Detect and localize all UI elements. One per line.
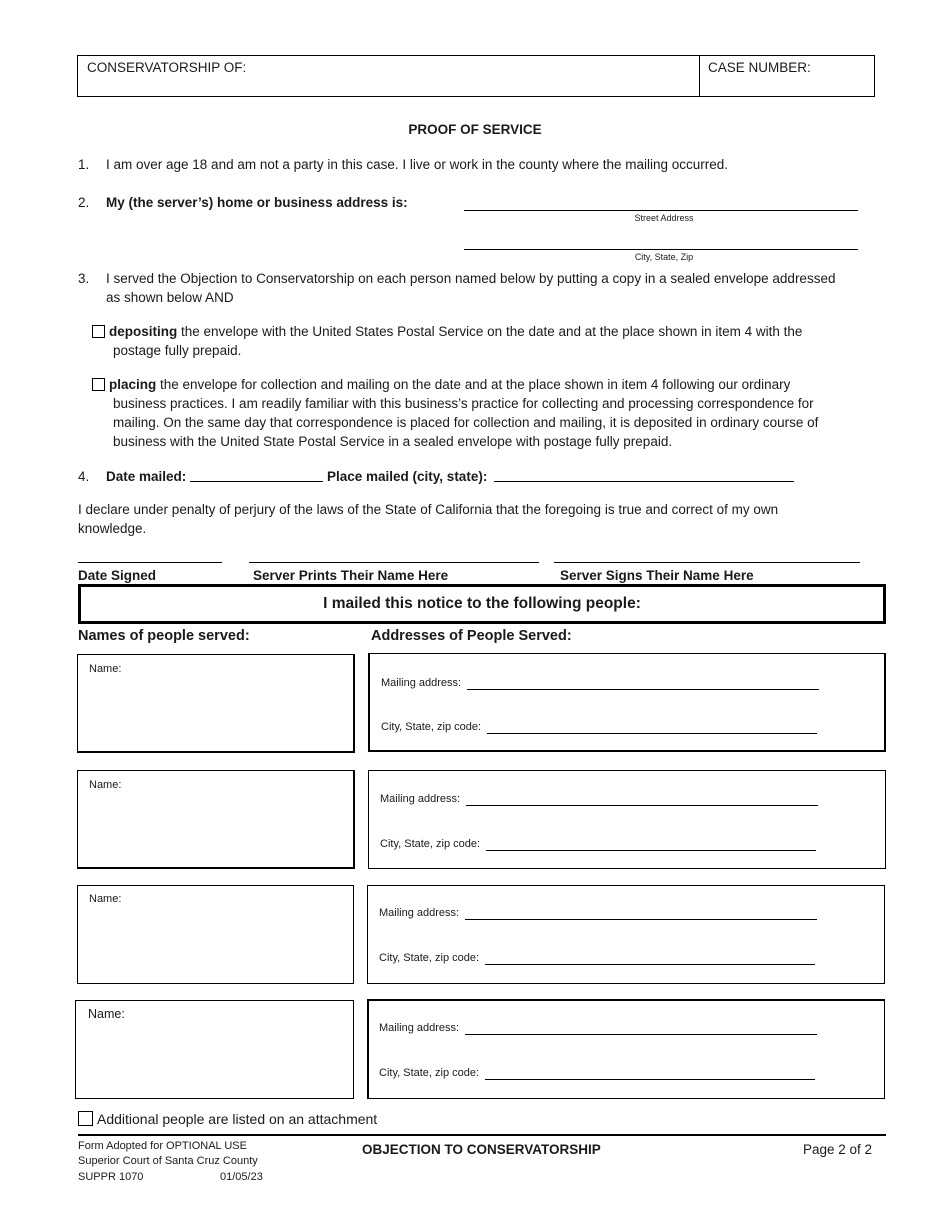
depositing-bold: depositing xyxy=(109,324,178,339)
placing-text-line2: business practices. I am readily familiar with this business’s practice for collecting and processing correspondence for xyxy=(113,396,814,411)
item3-number: 3. xyxy=(78,271,90,286)
item4-number: 4. xyxy=(78,469,90,484)
item1-text: I am over age 18 and am not a party in this case. I live or work in the county where the mailing occurred. xyxy=(106,157,729,172)
declaration-line1: I declare under penalty of perjury of the laws of the State of California that the foregoing is true and correct of my own xyxy=(78,502,779,517)
option-placing xyxy=(92,375,790,394)
server-signs-label: Server Signs Their Name Here xyxy=(560,568,754,583)
footer-form-date: 01/05/23 xyxy=(220,1171,263,1183)
server-sign-line[interactable] xyxy=(554,562,860,563)
item3-text-line1: I served the Objection to Conservatorship on each person named below by putting a copy in a sealed envelope addressed xyxy=(106,271,836,286)
declaration-line2: knowledge. xyxy=(78,521,147,536)
date-signed-line[interactable] xyxy=(78,562,222,563)
footer-form-title: OBJECTION TO CONSERVATORSHIP xyxy=(362,1142,601,1157)
mailing-address-field[interactable] xyxy=(465,1034,817,1035)
name-box[interactable] xyxy=(77,770,355,869)
addresses-heading: Addresses of People Served: xyxy=(371,628,572,644)
placing-text-line3: mailing. On the same day that correspondence is placed for collection and mailing, it is deposited in ordinary course of xyxy=(113,415,819,430)
attachment-option xyxy=(78,1111,377,1127)
date-mailed-field[interactable] xyxy=(190,481,323,482)
conservatorship-label: CONSERVATORSHIP OF: xyxy=(87,60,247,75)
option-depositing xyxy=(92,322,802,341)
name-box[interactable] xyxy=(75,1000,354,1099)
city-state-zip-field[interactable] xyxy=(487,733,817,734)
name-label: Name: xyxy=(89,893,122,905)
footer-form-number: SUPPR 1070 xyxy=(78,1171,144,1183)
address-box xyxy=(368,653,886,752)
server-prints-label: Server Prints Their Name Here xyxy=(253,568,449,583)
city-state-zip-label: City, State, zip code: xyxy=(379,952,479,964)
footer-court: Superior Court of Santa Cruz County xyxy=(78,1155,258,1167)
mailing-address-label: Mailing address: xyxy=(381,677,461,689)
placing-bold: placing xyxy=(109,377,157,392)
city-state-zip-label: City, State, zip code: xyxy=(381,721,481,733)
date-mailed-label: Date mailed: xyxy=(106,469,187,484)
mailing-address-field[interactable] xyxy=(467,689,819,690)
city-state-zip-caption: City, State, Zip xyxy=(634,252,694,262)
case-number-label: CASE NUMBER: xyxy=(708,60,811,75)
item2-text: My (the server’s) home or business address is: xyxy=(106,195,408,210)
depositing-text-line2: postage fully prepaid. xyxy=(113,343,242,358)
attachment-checkbox[interactable] xyxy=(78,1111,93,1126)
name-label: Name: xyxy=(89,779,122,791)
depositing-text: the envelope with the United States Postal Service on the date and at the place shown in item 4 with the xyxy=(177,324,803,339)
mailed-banner-text: I mailed this notice to the following people: xyxy=(323,595,641,612)
city-state-zip-label: City, State, zip code: xyxy=(379,1067,479,1079)
city-state-zip-label: City, State, zip code: xyxy=(380,838,480,850)
placing-text-line4: business with the United State Postal Service in a sealed envelope with postage fully prepaid. xyxy=(113,434,673,449)
name-label: Name: xyxy=(88,1007,125,1021)
name-box[interactable] xyxy=(77,885,354,984)
placing-text: the envelope for collection and mailing on the date and at the place shown in item 4 following our ordinary xyxy=(156,377,791,392)
attachment-label: Additional people are listed on an attachment xyxy=(97,1111,378,1127)
name-label: Name: xyxy=(89,663,122,675)
city-state-zip-line[interactable] xyxy=(464,249,858,250)
city-state-zip-field[interactable] xyxy=(486,850,816,851)
name-box[interactable] xyxy=(77,654,355,753)
address-box xyxy=(368,770,886,869)
item2-number: 2. xyxy=(78,195,90,210)
mailing-address-field[interactable] xyxy=(466,805,818,806)
city-state-zip-field[interactable] xyxy=(485,1079,815,1080)
footer-page-number: Page 2 of 2 xyxy=(802,1142,872,1157)
page-title: PROOF OF SERVICE xyxy=(408,122,542,137)
item1-number: 1. xyxy=(78,157,90,172)
server-print-line[interactable] xyxy=(249,562,539,563)
place-mailed-field[interactable] xyxy=(494,481,794,482)
address-box xyxy=(367,885,885,984)
names-heading: Names of people served: xyxy=(78,628,250,644)
footer-rule xyxy=(78,1134,886,1136)
place-mailed-label: Place mailed (city, state): xyxy=(327,469,488,484)
footer-form-adopted: Form Adopted for OPTIONAL USE xyxy=(78,1140,247,1152)
city-state-zip-field[interactable] xyxy=(485,964,815,965)
street-address-caption: Street Address xyxy=(634,213,694,223)
mailing-address-label: Mailing address: xyxy=(379,907,459,919)
case-number-field[interactable] xyxy=(700,76,874,96)
street-address-line[interactable] xyxy=(464,210,858,211)
mailing-address-label: Mailing address: xyxy=(380,793,460,805)
address-box xyxy=(367,999,885,1099)
date-signed-label: Date Signed xyxy=(78,568,157,583)
mailed-banner xyxy=(78,584,886,624)
mailing-address-field[interactable] xyxy=(465,919,817,920)
placing-checkbox[interactable] xyxy=(92,378,105,391)
depositing-checkbox[interactable] xyxy=(92,325,105,338)
conservatorship-field[interactable] xyxy=(78,76,698,96)
mailing-address-label: Mailing address: xyxy=(379,1022,459,1034)
item3-text-line2: as shown below AND xyxy=(106,290,234,305)
